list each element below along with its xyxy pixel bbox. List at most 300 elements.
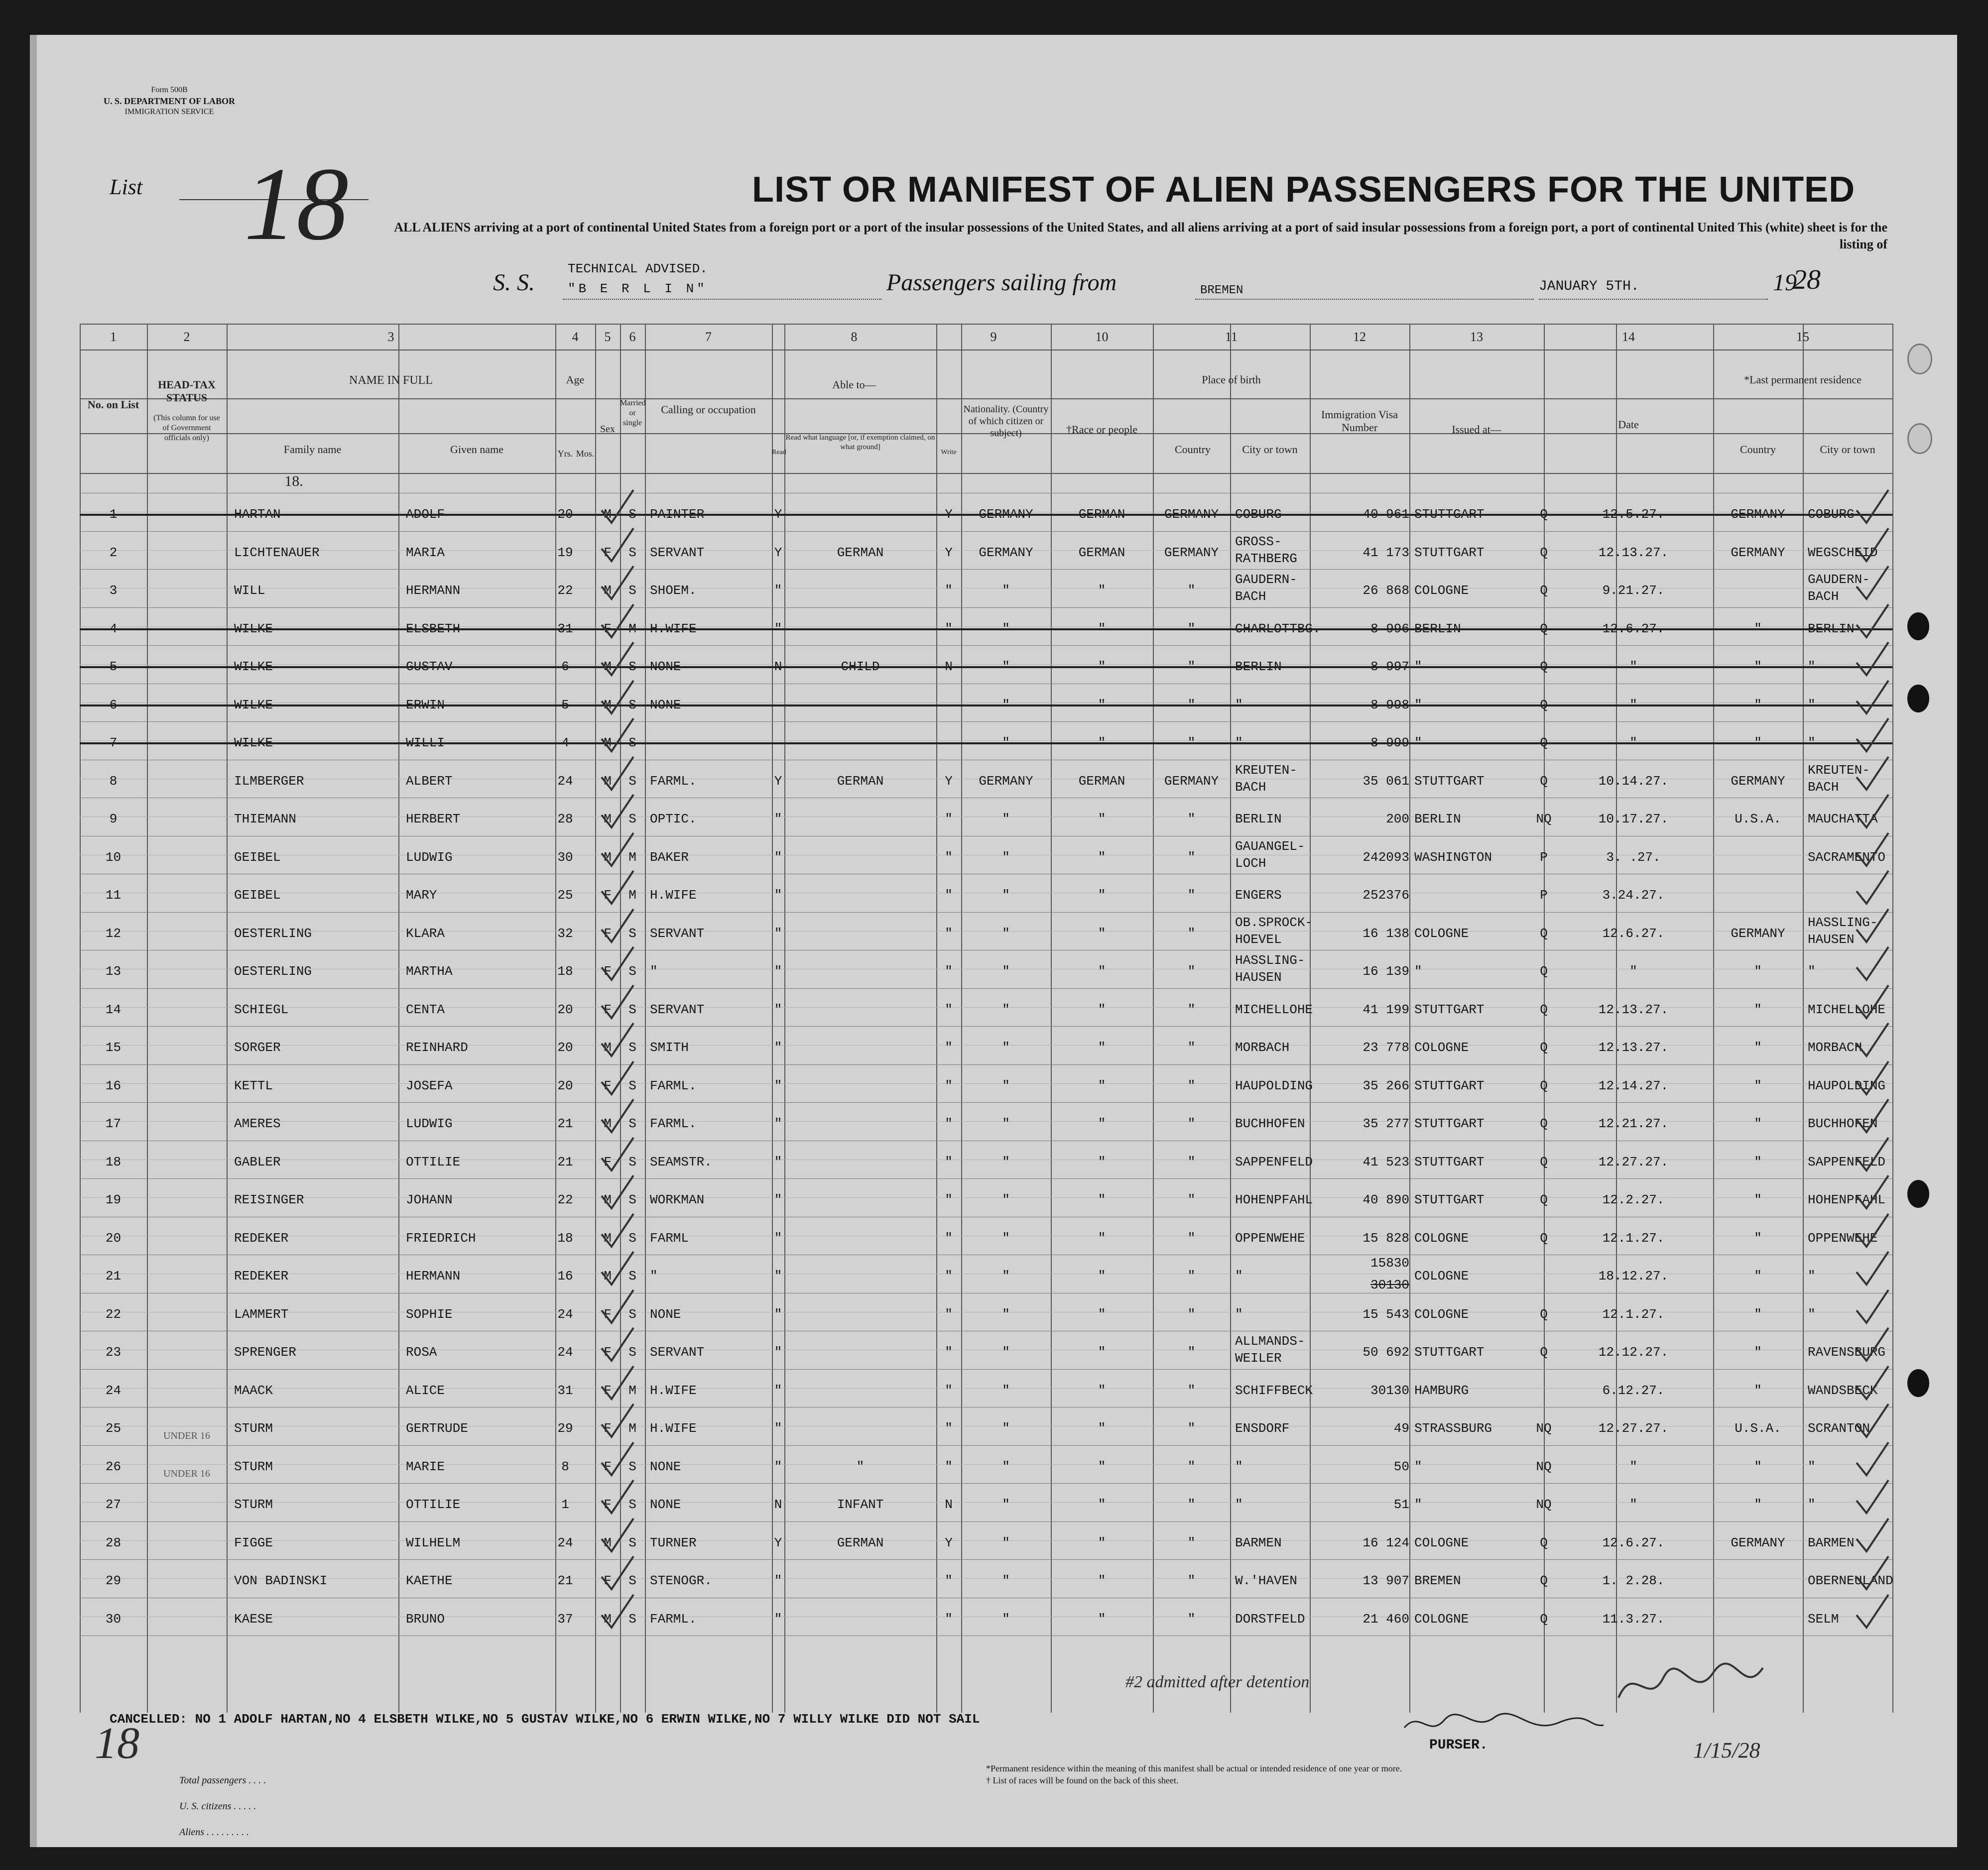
cell-q: Q <box>1540 1116 1548 1131</box>
cell-read: " <box>774 812 782 826</box>
check-mark-icon <box>598 1059 637 1099</box>
cell-read: " <box>774 1573 782 1588</box>
cell-bt: SAPPENFELD <box>1235 1154 1313 1169</box>
column-number: 7 <box>705 330 712 344</box>
cell-dt: 12.2.27. <box>1602 1192 1665 1207</box>
cell-rt: KREUTEN- <box>1808 762 1870 778</box>
cell-occ: NONE <box>650 1497 681 1512</box>
header-rule <box>80 324 1892 325</box>
cell-q: Q <box>1540 545 1548 560</box>
cell-write: " <box>945 926 953 941</box>
cell-bt: KREUTEN- <box>1235 762 1297 778</box>
cell-bc: " <box>1187 1421 1196 1436</box>
check-mark-icon <box>1853 1364 1892 1404</box>
cell-ms: S <box>628 1192 636 1207</box>
header-last-residence: *Last permanent residence <box>1744 373 1862 386</box>
cell-iss: STRASSBURG <box>1414 1421 1492 1436</box>
cell-sex: F <box>604 1002 612 1017</box>
check-mark-icon <box>598 831 637 871</box>
cell-no: 18 <box>105 1154 122 1169</box>
header-rule <box>80 398 1892 399</box>
cell-fam: GEIBEL <box>234 849 281 865</box>
cell-no: 8 <box>109 773 118 789</box>
cell-race: " <box>1098 1002 1106 1017</box>
table-row <box>80 1598 1892 1636</box>
cell-age: 24 <box>557 1535 573 1550</box>
check-mark-icon <box>1853 564 1892 604</box>
handwritten-admission-note: #2 admitted after detention <box>1125 1673 1310 1691</box>
cancel-strikethrough <box>80 514 1892 516</box>
cell-write: " <box>945 888 953 903</box>
cell-sex: M <box>604 507 612 522</box>
table-row <box>80 988 1892 1027</box>
cell-no: 16 <box>105 1078 122 1093</box>
table-row <box>80 1293 1892 1331</box>
cell-bt: HASSLING- <box>1235 953 1305 968</box>
cell-dt: 12.1.27. <box>1602 1306 1665 1322</box>
check-mark-icon <box>598 488 637 528</box>
cell-ms: S <box>628 1345 636 1360</box>
cell-no: 14 <box>105 1002 122 1017</box>
cell-iss: STUTTGART <box>1414 1192 1485 1207</box>
cell-iss: COLOGNE <box>1414 926 1469 941</box>
cell-read: " <box>774 1345 782 1360</box>
cell-rc: " <box>1754 964 1762 979</box>
cell-rt: WEGSCHEID <box>1808 545 1878 560</box>
cell-bc: " <box>1187 964 1196 979</box>
cell-q: Q <box>1540 735 1548 750</box>
check-mark-icon <box>598 1288 637 1328</box>
check-mark-icon <box>598 564 637 604</box>
cell-iss: COLOGNE <box>1414 1611 1469 1627</box>
cell-dt: 6.12.27. <box>1602 1383 1665 1398</box>
cell-rc: " <box>1754 1002 1762 1017</box>
cell-bc: GERMANY <box>1164 545 1219 560</box>
cell-giv: CENTA <box>406 1002 445 1017</box>
cell-no: 9 <box>109 812 118 826</box>
check-mark-icon <box>1853 1021 1892 1061</box>
cell-dt: 12.6.27. <box>1602 621 1665 636</box>
cell-bc: " <box>1187 583 1196 598</box>
cell-visa: 40 890 <box>1363 1192 1409 1207</box>
cell-read: Y <box>774 1535 782 1550</box>
cell-bt: " <box>1235 1497 1243 1512</box>
cell-race: " <box>1098 1116 1106 1131</box>
cell-dt: 12.13.27. <box>1598 1002 1669 1017</box>
cell-rc: " <box>1754 1459 1762 1474</box>
cell-rt: " <box>1808 697 1816 712</box>
cell-bt2: HOEVEL <box>1235 932 1282 947</box>
cell-rt: BERLIN <box>1808 621 1855 636</box>
cell-rc: " <box>1754 1306 1762 1322</box>
cell-sex: F <box>604 1345 612 1360</box>
cell-nat: " <box>1002 926 1010 941</box>
cell-nat: " <box>1002 1535 1010 1550</box>
cell-dt: 12.5.27. <box>1602 507 1665 522</box>
cell-giv: LUDWIG <box>406 1116 453 1131</box>
cell-read: " <box>774 1078 782 1093</box>
table-row <box>80 721 1892 760</box>
cell-sex: F <box>604 964 612 979</box>
cell-lang: GERMAN <box>837 773 884 789</box>
cell-occ: " <box>650 1269 658 1284</box>
header-calling: Calling or occupation <box>661 403 756 416</box>
cell-visa: 21 460 <box>1363 1611 1409 1627</box>
cell-visa: 252376 <box>1363 888 1409 903</box>
cell-dt: 18.12.27. <box>1598 1269 1669 1284</box>
cell-q: NQ <box>1536 1421 1552 1436</box>
cell-dt: 12.1.27. <box>1602 1230 1665 1246</box>
cell-occ: H.WIFE <box>650 1421 697 1436</box>
cell-rc: GERMANY <box>1731 1535 1785 1550</box>
cell-sex: M <box>604 849 612 865</box>
aliens-label: Aliens . . . . . . . . . <box>179 1827 249 1838</box>
cell-giv: MARTHA <box>406 964 453 979</box>
cell-occ: SMITH <box>650 1040 689 1055</box>
table-row <box>80 1141 1892 1179</box>
cell-giv: ELSBETH <box>406 621 461 636</box>
cell-dt: " <box>1629 1497 1637 1512</box>
cell-race: " <box>1098 735 1106 750</box>
handwritten-date: 1/15/28 <box>1693 1738 1760 1762</box>
header-head-tax: HEAD-TAX STATUS <box>158 378 216 404</box>
totals-block <box>179 1767 266 1845</box>
cell-nat: " <box>1002 1459 1010 1474</box>
cell-write: " <box>945 1421 953 1436</box>
cell-rc: U.S.A. <box>1735 1421 1781 1436</box>
check-mark-icon <box>598 1440 637 1480</box>
cell-age: 28 <box>557 812 573 826</box>
cell-occ: SERVANT <box>650 1345 705 1360</box>
cell-dt: 12.13.27. <box>1598 545 1669 560</box>
cell-age: 24 <box>557 1345 573 1360</box>
cell-iss: " <box>1414 697 1422 712</box>
cell-rc: " <box>1754 1497 1762 1512</box>
column-number: 12 <box>1353 330 1366 344</box>
check-mark-icon <box>1853 526 1892 566</box>
cell-fam: WILKE <box>234 621 273 636</box>
cell-dt: 9.21.27. <box>1602 583 1665 598</box>
table-row <box>80 798 1892 836</box>
ring-hole <box>1907 344 1932 374</box>
column-number: 14 <box>1622 330 1635 344</box>
cell-visa-struck: 30130 <box>1370 1278 1409 1292</box>
cell-q: Q <box>1540 1040 1548 1055</box>
cell-bt: ENGERS <box>1235 888 1282 903</box>
check-mark-icon <box>1853 983 1892 1023</box>
cell-rt: MICHELLOHE <box>1808 1002 1886 1017</box>
cell-rt: HOHENPFAHL <box>1808 1192 1886 1207</box>
cell-giv: FRIEDRICH <box>406 1230 476 1246</box>
check-mark-icon <box>598 1021 637 1061</box>
cell-nat: " <box>1002 1230 1010 1246</box>
cell-fam: STURM <box>234 1459 273 1474</box>
check-mark-icon <box>1853 640 1892 680</box>
check-mark-icon <box>598 983 637 1023</box>
cell-giv: GUSTAV <box>406 659 453 674</box>
cell-dt: 10.14.27. <box>1598 773 1669 789</box>
cell-nat: " <box>1002 1154 1010 1169</box>
cell-rt: MORBACH <box>1808 1040 1863 1055</box>
cell-write: " <box>945 1116 953 1131</box>
cell-bt: BERLIN <box>1235 812 1282 826</box>
cell-occ: FARML. <box>650 1611 697 1627</box>
cell-no: 10 <box>105 849 122 865</box>
cell-bc: " <box>1187 1192 1196 1207</box>
cell-nat: " <box>1002 735 1010 750</box>
ship-name: "B E R L I N" <box>568 281 708 296</box>
cell-rt2: HAUSEN <box>1808 932 1855 947</box>
cell-read: " <box>774 1040 782 1055</box>
cell-age: 25 <box>557 888 573 903</box>
cell-rt2: BACH <box>1808 589 1839 604</box>
check-mark-icon <box>598 716 637 756</box>
header-res-country: Country <box>1740 443 1776 456</box>
cell-ms: S <box>628 1078 636 1093</box>
cell-giv: HERBERT <box>406 812 461 826</box>
cell-write: " <box>945 849 953 865</box>
cell-ms: S <box>628 773 636 789</box>
cell-iss: STUTTGART <box>1414 773 1485 789</box>
check-mark-icon <box>598 869 637 909</box>
cell-giv: MARIA <box>406 545 445 560</box>
punch-hole <box>1907 1369 1929 1397</box>
cell-no: 17 <box>105 1116 122 1131</box>
cell-ms: S <box>628 812 636 826</box>
cell-bc: GERMANY <box>1164 507 1219 522</box>
header-rule <box>80 473 1892 474</box>
year-prefix: 19 <box>1773 269 1797 296</box>
cell-bc: " <box>1187 1154 1196 1169</box>
cell-rt: OBERNEULAND <box>1808 1573 1893 1588</box>
cell-occ: STENOGR. <box>650 1573 712 1588</box>
cell-ms: S <box>628 1269 636 1284</box>
cell-iss: STUTTGART <box>1414 1002 1485 1017</box>
cell-read: " <box>774 1459 782 1474</box>
manifest-table <box>80 324 1892 1738</box>
cell-q: Q <box>1540 926 1548 941</box>
cell-giv: BRUNO <box>406 1611 445 1627</box>
cell-bt: ALLMANDS- <box>1235 1334 1305 1349</box>
cell-giv: MARY <box>406 888 437 903</box>
table-row <box>80 836 1892 874</box>
cell-visa: 8 996 <box>1370 621 1409 636</box>
header-yrs: Yrs. <box>557 449 573 459</box>
cell-dt: " <box>1629 659 1637 674</box>
cell-sex: M <box>604 1230 612 1246</box>
cell-sex: F <box>604 1573 612 1588</box>
cell-sex: M <box>604 1535 612 1550</box>
cell-visa: 49 <box>1393 1421 1409 1436</box>
cell-rt: " <box>1808 1269 1816 1284</box>
cell-dt: 12.13.27. <box>1598 1040 1669 1055</box>
cell-fam: ILMBERGER <box>234 773 304 789</box>
cell-sex: F <box>604 1078 612 1093</box>
header-language: Read what language [or, if exemption claimed, on what ground] <box>785 434 935 451</box>
cell-bc: " <box>1187 1306 1196 1322</box>
header-able-to: Able to— <box>832 378 876 391</box>
table-row <box>80 569 1892 607</box>
ship-underline <box>563 299 881 300</box>
cell-fam: STURM <box>234 1497 273 1512</box>
cell-read: " <box>774 964 782 979</box>
cell-rc: GERMANY <box>1731 926 1785 941</box>
cell-nat: " <box>1002 812 1010 826</box>
cell-read: " <box>774 849 782 865</box>
punch-hole <box>1907 1180 1929 1208</box>
cell-fam: OESTERLING <box>234 964 312 979</box>
cell-dt: 12.27.27. <box>1598 1421 1669 1436</box>
cell-q: Q <box>1540 773 1548 789</box>
table-row <box>80 1064 1892 1103</box>
cell-ms: S <box>628 1230 636 1246</box>
cell-visa: 41 173 <box>1363 545 1409 560</box>
header-issued: Issued at— <box>1452 423 1501 436</box>
header-read: Read <box>772 449 786 456</box>
cell-bt: MORBACH <box>1235 1040 1290 1055</box>
cell-q: Q <box>1540 1573 1548 1588</box>
cell-giv: WILHELM <box>406 1535 461 1550</box>
cell-iss: " <box>1414 964 1422 979</box>
cell-race: " <box>1098 812 1106 826</box>
header-visa: Immigration Visa Number <box>1321 408 1398 434</box>
cell-age: 1 <box>561 1497 569 1512</box>
cell-rc: " <box>1754 1040 1762 1055</box>
cell-race: " <box>1098 1611 1106 1627</box>
check-mark-icon <box>598 1364 637 1404</box>
cell-write: " <box>945 1269 953 1284</box>
cell-dt: 12.12.27. <box>1598 1345 1669 1360</box>
cell-nat: " <box>1002 621 1010 636</box>
cell-giv: MARIE <box>406 1459 445 1474</box>
cell-ms: S <box>628 926 636 941</box>
cell-race: GERMAN <box>1078 773 1125 789</box>
check-mark-icon <box>598 907 637 947</box>
cell-fam: REDEKER <box>234 1269 289 1284</box>
check-mark-icon <box>1853 1402 1892 1442</box>
column-number: 4 <box>572 330 579 344</box>
cell-bc: " <box>1187 1002 1196 1017</box>
cell-write: " <box>945 1459 953 1474</box>
check-mark-icon <box>1853 1212 1892 1252</box>
cell-nat: GERMANY <box>979 507 1033 522</box>
table-row <box>80 912 1892 950</box>
check-mark-icon <box>598 1554 637 1594</box>
cell-no: 4 <box>109 621 118 636</box>
column-rule <box>1892 324 1893 1713</box>
cell-race: " <box>1098 888 1106 903</box>
cell-write: " <box>945 1306 953 1322</box>
cell-ms: M <box>628 888 636 903</box>
cell-giv: KAETHE <box>406 1573 453 1588</box>
cell-iss: " <box>1414 659 1422 674</box>
cell-nat: " <box>1002 1573 1010 1588</box>
cell-dt: 12.6.27. <box>1602 926 1665 941</box>
cell-visa: 35 266 <box>1363 1078 1409 1093</box>
cell-fam: WILL <box>234 583 265 598</box>
cell-age: 22 <box>557 583 573 598</box>
check-mark-icon <box>1853 907 1892 947</box>
cell-nat: " <box>1002 1611 1010 1627</box>
cell-bc: " <box>1187 1269 1196 1284</box>
cell-dt: 3.24.27. <box>1602 888 1665 903</box>
cell-race: " <box>1098 1078 1106 1093</box>
cell-sex: F <box>604 545 612 560</box>
cell-ms: S <box>628 1573 636 1588</box>
cell-nat: " <box>1002 697 1010 712</box>
check-mark-icon <box>598 1173 637 1213</box>
cell-iss: HAMBURG <box>1414 1383 1469 1398</box>
cell-age: 5 <box>561 697 569 712</box>
cell-race: " <box>1098 1154 1106 1169</box>
cell-sex: M <box>604 773 612 789</box>
table-row <box>80 531 1892 570</box>
cell-iss: STUTTGART <box>1414 507 1485 522</box>
cell-visa: 242093 <box>1363 849 1409 865</box>
cell-no: 20 <box>105 1230 122 1246</box>
cell-sex: M <box>604 812 612 826</box>
cell-read: " <box>774 1269 782 1284</box>
cell-no: 19 <box>105 1192 122 1207</box>
cell-nat: " <box>1002 1040 1010 1055</box>
cell-visa: 8 998 <box>1370 697 1409 712</box>
cell-iss: " <box>1414 1497 1422 1512</box>
cell-no: 26 <box>105 1459 122 1474</box>
cancellation-note: CANCELLED: NO 1 ADOLF HARTAN,NO 4 ELSBETH WILKE,NO 5 GUSTAV WILKE,NO 6 ERWIN WILKE,NO 7 WILLY WILKE DID NOT SAIL <box>110 1712 980 1727</box>
cell-nat: " <box>1002 1002 1010 1017</box>
table-row <box>80 950 1892 988</box>
cell-rc: " <box>1754 1345 1762 1360</box>
cell-ms: S <box>628 1535 636 1550</box>
cell-giv: LUDWIG <box>406 849 453 865</box>
cell-rt: GAUDERN- <box>1808 572 1870 587</box>
cell-rc: " <box>1754 1269 1762 1284</box>
cell-race: " <box>1098 964 1106 979</box>
cell-visa: 16 139 <box>1363 964 1409 979</box>
cell-age: 37 <box>557 1611 573 1627</box>
cell-ms: S <box>628 1002 636 1017</box>
cell-giv: ERWIN <box>406 697 445 712</box>
cell-q: Q <box>1540 1306 1548 1322</box>
cell-fam: KETTL <box>234 1078 273 1093</box>
cell-bc: " <box>1187 1078 1196 1093</box>
cell-q: Q <box>1540 583 1548 598</box>
cell-bc: " <box>1187 1535 1196 1550</box>
cell-fam: LICHTENAUER <box>234 545 320 560</box>
cell-write: " <box>945 1078 953 1093</box>
cell-rt: " <box>1808 1459 1816 1474</box>
header-family-name: Family name <box>283 443 342 456</box>
manifest-description: ALL ALIENS arriving at a port of continental United States from a foreign port or a port of the insular possessions of the United States, and all aliens arriving at a port of said insular possessions from a foreign port, a port of continental United This (white) sheet is for the listing of <box>394 220 1887 251</box>
cell-q: Q <box>1540 1345 1548 1360</box>
manifest-title: LIST OR MANIFEST OF ALIEN PASSENGERS FOR THE UNITED <box>752 170 1856 210</box>
cell-race: " <box>1098 659 1106 674</box>
cell-race: " <box>1098 1269 1106 1284</box>
cell-read: " <box>774 888 782 903</box>
cell-giv: JOHANN <box>406 1192 453 1207</box>
cell-age: 18 <box>557 1230 573 1246</box>
cell-read: " <box>774 1383 782 1398</box>
cell-dt: 3. .27. <box>1606 849 1661 865</box>
cell-write: Y <box>945 545 953 560</box>
punch-hole <box>1907 685 1929 712</box>
cell-q: Q <box>1540 1535 1548 1550</box>
cell-write: " <box>945 1611 953 1627</box>
cell-bt: GAUANGEL- <box>1235 838 1305 854</box>
cell-visa: 50 692 <box>1363 1345 1409 1360</box>
sailing-date: JANUARY 5TH. <box>1539 279 1639 294</box>
cell-giv: ALICE <box>406 1383 445 1398</box>
